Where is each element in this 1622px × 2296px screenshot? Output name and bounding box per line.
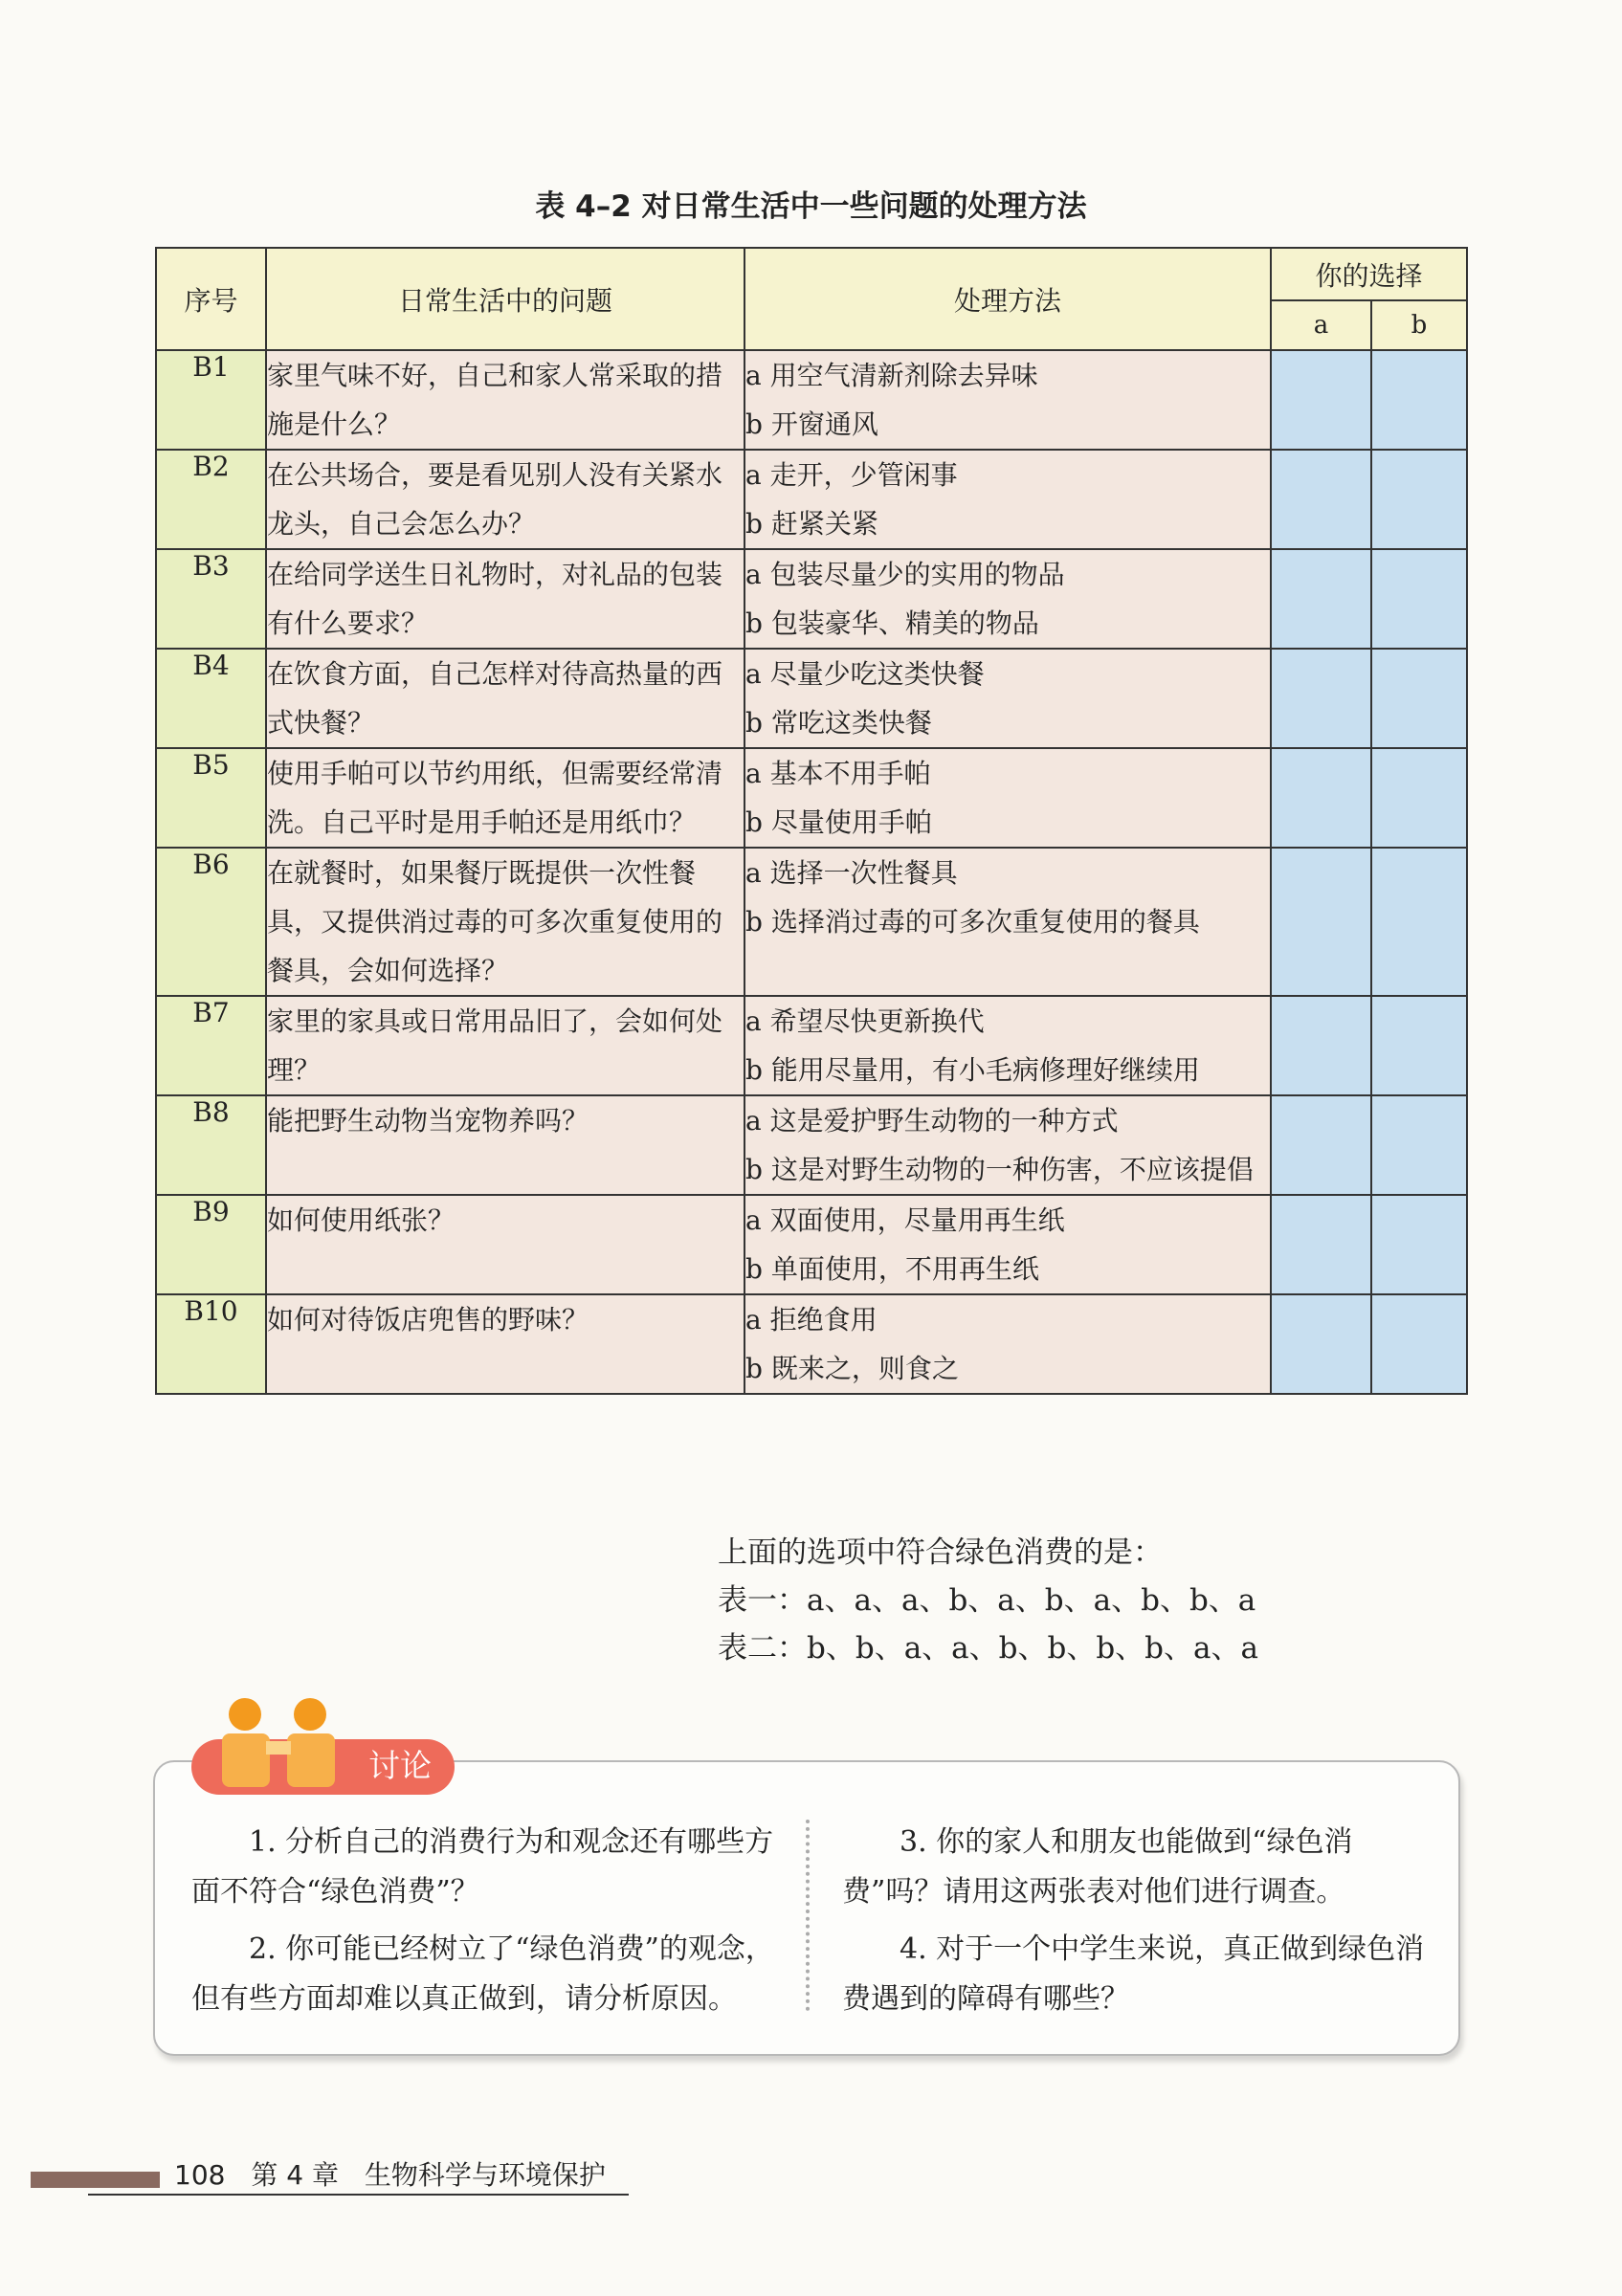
row-question: 在饮食方面，自己怎样对待高热量的西式快餐？ (266, 649, 744, 748)
table-row (156, 549, 1467, 649)
table-row (156, 649, 1467, 748)
row-number: B8 (156, 1095, 266, 1195)
choice-b-cell (1371, 848, 1467, 996)
footer-line (88, 2194, 629, 2196)
row-methods (744, 848, 1271, 996)
method-option: a 基本不用手帕 (745, 758, 931, 789)
discussion-q3: 3. 你的家人和朋友也能做到“绿色消费”吗？请用这两张表对他们进行调查。 (842, 1825, 1353, 1909)
choice-b-cell (1371, 450, 1467, 549)
answers-intro: 上面的选项中符合绿色消费的是： (718, 1535, 1163, 1570)
method-option: a 用空气清新剂除去异味 (745, 360, 1038, 391)
choice-a-cell (1271, 649, 1371, 748)
row-number: B5 (156, 748, 266, 848)
header-a: a (1271, 300, 1371, 350)
discussion-left (191, 1818, 775, 2032)
answers-block (718, 1529, 1258, 1672)
method-option: b 尽量使用手帕 (745, 806, 932, 838)
table-row (156, 1095, 1467, 1195)
method-option: b 单面使用，不用再生纸 (745, 1253, 1039, 1285)
row-number: B3 (156, 549, 266, 649)
method-option: b 选择消过毒的可多次重复使用的餐具 (745, 906, 1200, 938)
footer (174, 2154, 623, 2193)
header-b: b (1371, 300, 1467, 350)
row-number: B6 (156, 848, 266, 996)
table-row (156, 1294, 1467, 1394)
discussion-label: 讨论 (368, 1747, 432, 1784)
choice-a-cell (1271, 748, 1371, 848)
header-question: 日常生活中的问题 (266, 248, 744, 350)
row-question: 在公共场合，要是看见别人没有关紧水龙头，自己会怎么办？ (266, 450, 744, 549)
discussion-q2: 2. 你可能已经树立了“绿色消费”的观念，但有些方面却难以真正做到，请分析原因。 (191, 1932, 774, 2016)
choice-b-cell (1371, 1195, 1467, 1294)
row-methods (744, 450, 1271, 549)
method-option: a 拒绝食用 (745, 1304, 878, 1336)
row-question: 如何对待饭店兜售的野味？ (266, 1294, 744, 1394)
table-title: 表 4–2 对日常生活中一些问题的处理方法 (535, 189, 1087, 224)
row-methods (744, 350, 1271, 450)
row-methods (744, 649, 1271, 748)
choice-b-cell (1371, 549, 1467, 649)
row-question: 在给同学送生日礼物时，对礼品的包装有什么要求？ (266, 549, 744, 649)
method-option: b 常吃这类快餐 (745, 707, 932, 739)
choice-a-cell (1271, 450, 1371, 549)
table-row (156, 1195, 1467, 1294)
row-question: 家里的家具或日常用品旧了，会如何处理？ (266, 996, 744, 1095)
row-number: B9 (156, 1195, 266, 1294)
row-methods (744, 1294, 1271, 1394)
header-method: 处理方法 (744, 248, 1271, 350)
row-methods (744, 748, 1271, 848)
table-row (156, 450, 1467, 549)
method-option: b 赶紧关紧 (745, 508, 878, 540)
method-option: a 双面使用，尽量用再生纸 (745, 1204, 1065, 1236)
row-question: 家里气味不好，自己和家人常采取的措施是什么？ (266, 350, 744, 450)
choice-b-cell (1371, 1294, 1467, 1394)
method-option: a 尽量少吃这类快餐 (745, 658, 985, 690)
method-option: b 开窗通风 (745, 408, 878, 440)
row-methods (744, 549, 1271, 649)
choice-b-cell (1371, 649, 1467, 748)
method-option: a 这是爱护野生动物的一种方式 (745, 1105, 1119, 1137)
footer-bar (31, 2172, 160, 2188)
chapter-title: 生物科学与环境保护 (364, 2159, 606, 2191)
method-option: b 这是对野生动物的一种伤害，不应该提倡 (745, 1154, 1254, 1185)
row-number: B2 (156, 450, 266, 549)
row-question: 如何使用纸张？ (266, 1195, 744, 1294)
choice-a-cell (1271, 549, 1371, 649)
table-row (156, 350, 1467, 450)
row-methods (744, 1195, 1271, 1294)
table-row (156, 748, 1467, 848)
discussion-q1: 1. 分析自己的消费行为和观念还有哪些方面不符合“绿色消费”？ (191, 1825, 774, 1909)
answers-table1: 表一：a、a、a、b、a、b、a、b、b、a (718, 1583, 1256, 1618)
choice-a-cell (1271, 1095, 1371, 1195)
choice-a-cell (1271, 1195, 1371, 1294)
row-number: B7 (156, 996, 266, 1095)
row-methods (744, 1095, 1271, 1195)
row-number: B1 (156, 350, 266, 450)
choice-b-cell (1371, 996, 1467, 1095)
row-question: 能把野生动物当宠物养吗？ (266, 1095, 744, 1195)
table-row (156, 996, 1467, 1095)
chapter-number: 第 4 章 (251, 2159, 339, 2191)
method-option: a 走开，少管闲事 (745, 459, 958, 491)
row-methods (744, 996, 1271, 1095)
choice-a-cell (1271, 848, 1371, 996)
row-number: B4 (156, 649, 266, 748)
method-option: a 希望尽快更新换代 (745, 1005, 985, 1037)
choice-b-cell (1371, 1095, 1467, 1195)
method-option: b 包装豪华、精美的物品 (745, 607, 1039, 639)
row-number: B10 (156, 1294, 266, 1394)
header-choice: 你的选择 (1271, 248, 1467, 300)
table-row (156, 848, 1467, 996)
page-number: 108 (174, 2159, 226, 2191)
choice-b-cell (1371, 748, 1467, 848)
row-question: 使用手帕可以节约用纸，但需要经常清洗。自己平时是用手帕还是用纸巾？ (266, 748, 744, 848)
method-option: b 能用尽量用，有小毛病修理好继续用 (745, 1054, 1200, 1086)
answers-table2: 表二：b、b、a、a、b、b、b、b、a、a (718, 1631, 1258, 1666)
discussion-q4: 4. 对于一个中学生来说，真正做到绿色消费遇到的障碍有哪些？ (842, 1932, 1425, 2016)
problems-table (155, 247, 1468, 1395)
choice-b-cell (1371, 350, 1467, 450)
choice-a-cell (1271, 996, 1371, 1095)
method-option: b 既来之，则食之 (745, 1353, 959, 1384)
method-option: a 包装尽量少的实用的物品 (745, 559, 1065, 590)
discussion-right (842, 1818, 1426, 2032)
row-question: 在就餐时，如果餐厅既提供一次性餐具，又提供消过毒的可多次重复使用的餐具，会如何选择？ (266, 848, 744, 996)
choice-a-cell (1271, 350, 1371, 450)
choice-a-cell (1271, 1294, 1371, 1394)
header-num: 序号 (156, 248, 266, 350)
discussion-divider (806, 1820, 810, 2011)
method-option: a 选择一次性餐具 (745, 857, 958, 889)
people-icon (211, 1695, 354, 1787)
